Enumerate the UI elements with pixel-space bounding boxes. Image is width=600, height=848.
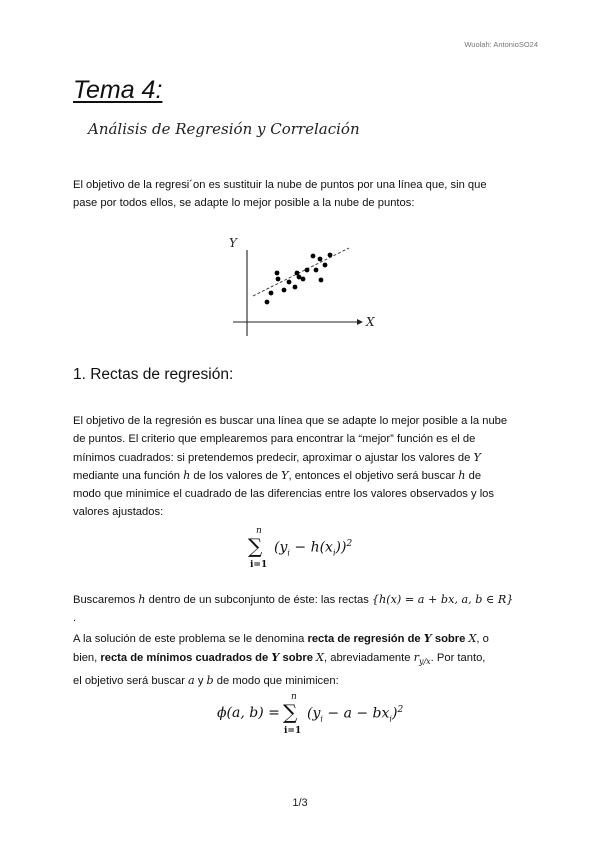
data-point xyxy=(276,277,281,282)
regression-line xyxy=(253,248,349,296)
data-point xyxy=(269,291,274,296)
data-point xyxy=(282,288,287,293)
text-line: A la solución de este problema se le denomina recta de regresión de Y sobre X, o xyxy=(73,631,489,645)
text-line: el objetivo será buscar a y b de modo que minimicen: xyxy=(73,673,339,687)
data-point xyxy=(293,285,298,290)
data-point xyxy=(314,268,319,273)
phi-lhs: ϕ(a, b) = xyxy=(217,705,280,721)
section-heading: 1. Rectas de regresión: xyxy=(73,366,234,383)
page-number: 1/3 xyxy=(292,797,308,809)
data-point xyxy=(265,300,270,305)
text-line: mediante una función h de los valores de Y, entonces el objetivo será buscar h de xyxy=(73,468,482,482)
text-line: mínimos cuadrados: si pretendemos predecir, aproximar o ajustar los valores de Y xyxy=(73,450,481,464)
definition-paragraph xyxy=(73,629,553,690)
sum-upper: n xyxy=(256,526,262,536)
subset-paragraph xyxy=(73,591,553,628)
sum-lower: i=1 xyxy=(250,560,268,570)
intro-line: El objetivo de la regresi´on es sustituir la nube de puntos por una línea que, sin que xyxy=(73,179,487,191)
x-axis-arrow xyxy=(357,319,363,325)
data-point xyxy=(287,280,292,285)
data-points xyxy=(265,253,333,305)
data-point xyxy=(301,277,306,282)
sum-symbol: ∑ xyxy=(283,700,298,724)
data-point xyxy=(275,271,280,276)
intro-paragraph xyxy=(73,176,533,213)
text-line: modo que minimice el cuadrado de las diferencias entre los valores observados y los xyxy=(73,488,494,501)
section1-paragraph xyxy=(73,412,533,522)
data-point xyxy=(305,268,310,273)
equation-phi: ϕ(a, b) = n ∑ i=1 $(y_i - a - bx_i)^2$ xyxy=(217,692,404,736)
x-axis-label: X xyxy=(366,315,375,329)
y-axis-label: Y xyxy=(229,236,237,250)
data-point xyxy=(311,254,316,259)
page-title: Tema 4: xyxy=(73,76,163,104)
data-point xyxy=(319,278,324,283)
text-line: El objetivo de la regresión es buscar una línea que se adapte lo mejor posible a la nube xyxy=(73,415,508,427)
scatter-figure xyxy=(225,232,385,340)
text-line: bien, recta de mínimos cuadrados de Y sobre X, abreviadamente $r_{y/x}$. Por tanto, xyxy=(73,650,486,667)
data-point xyxy=(328,253,333,258)
page-subtitle: Análisis de Regresión y Correlación xyxy=(88,120,360,138)
sum-upper: n xyxy=(291,692,297,702)
sum-symbol: ∑ xyxy=(248,534,263,558)
watermark: Wuolah: AntonioSO24 xyxy=(464,40,538,49)
data-point xyxy=(323,263,328,268)
text-line: de puntos. El criterio que emplearemos para encontrar la “mejor” función es el de xyxy=(73,433,476,446)
sum-lower: i=1 xyxy=(284,726,302,736)
equation-sum-squares: n ∑ i=1 $(y_i - h(x_i))^2$ xyxy=(248,526,353,570)
intro-line: pase por todos ellos, se adapte lo mejor posible a la nube de puntos: xyxy=(73,197,415,210)
text-line: valores ajustados: xyxy=(73,506,164,519)
text-line: . xyxy=(73,612,77,625)
data-point xyxy=(318,257,323,262)
text-line: Buscaremos h dentro de un subconjunto de éste: las rectas {h(x) = a + bx, a, b ∈ R} xyxy=(73,593,514,606)
